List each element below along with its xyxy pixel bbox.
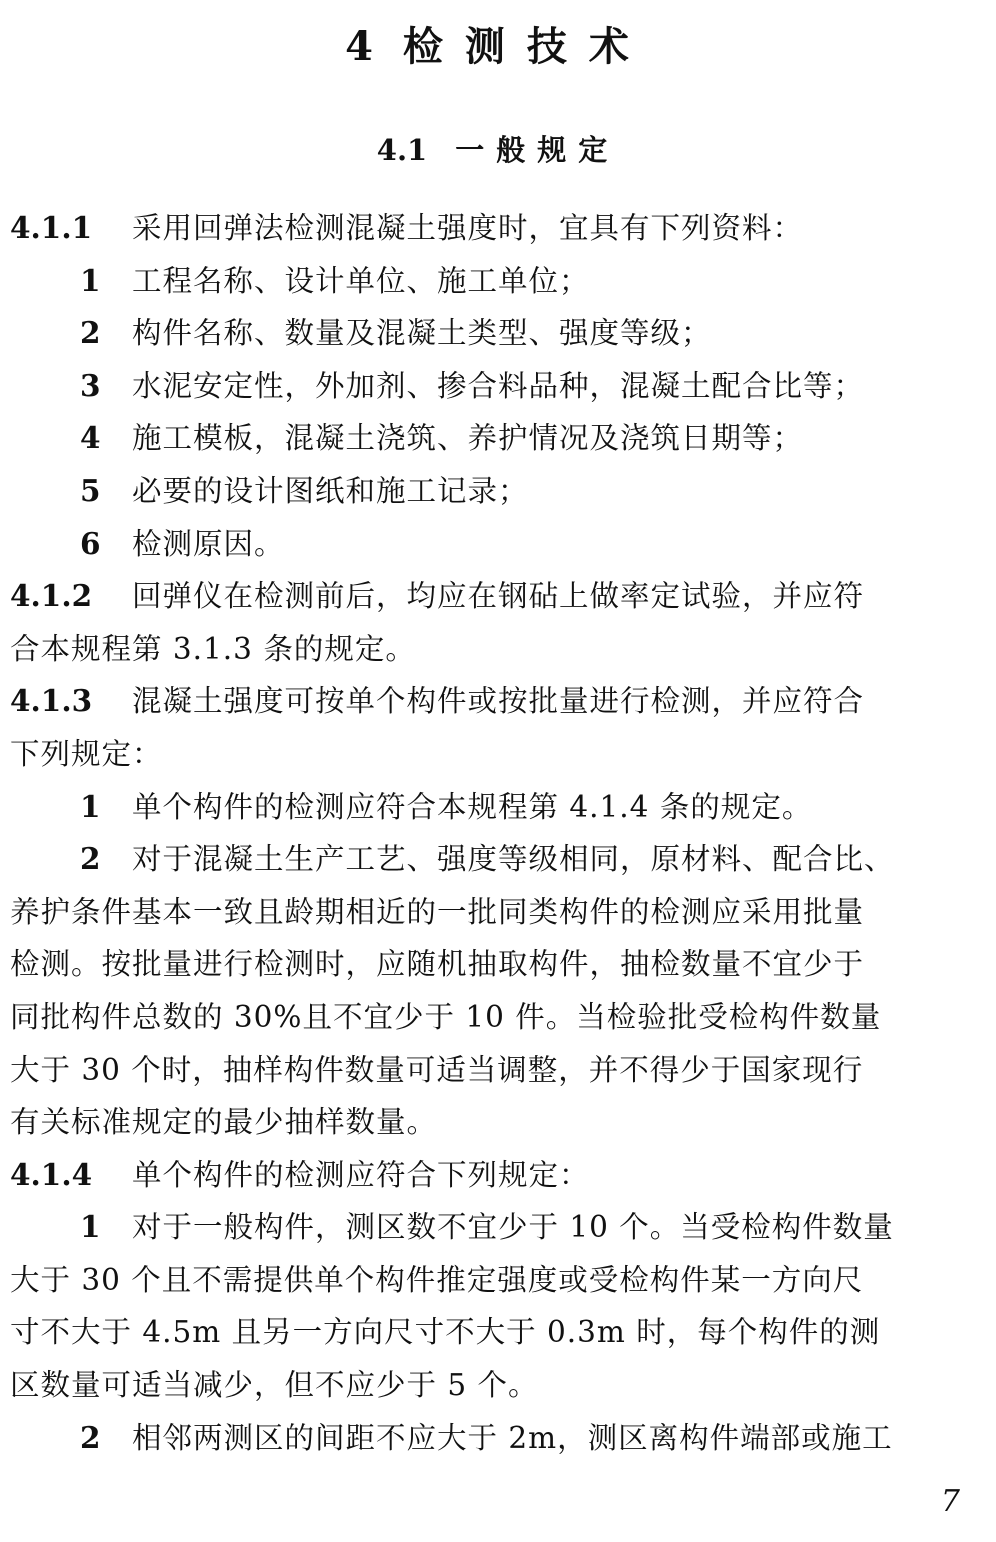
clause-text: 混凝土强度可按单个构件或按批量进行检测，并应符合 [132,684,865,719]
item-text: 对于混凝土生产工艺、强度等级相同，原材料、配合比、 [132,842,895,877]
section-title [0,128,996,172]
section-number: 4.1 [376,133,428,167]
item-number: 2 [80,1419,101,1455]
item-number: 2 [80,315,101,351]
clause-4-1-4 [10,1149,986,1202]
chapter-number: 4 [345,23,373,70]
item-number: 2 [80,841,101,877]
clause-continuation: 合本规程第 3.1.3 条的规定。 [10,631,416,666]
list-item [10,412,986,465]
clause-number: 4.1.2 [10,578,93,614]
list-item [10,307,986,360]
item-text: 施工模板，混凝土浇筑、养护情况及浇筑日期等； [132,421,804,456]
item-text: 对于一般构件，测区数不宜少于 10 个。当受检构件数量 [132,1210,894,1245]
clause-4-1-2 [10,570,986,623]
item-continuation: 大于 30 个时，抽样构件数量可适当调整，并不得少于国家现行 [10,1052,864,1087]
clause-4-1-3 [10,675,986,728]
item-number: 3 [80,367,101,403]
item-continuation: 检测。按批量进行检测时，应随机抽取构件，抽检数量不宜少于 [10,947,865,982]
clause-continuation: 下列规定： [10,736,163,771]
item-number: 5 [80,472,101,508]
item-continuation: 有关标准规定的最少抽样数量。 [10,1105,438,1140]
item-number: 1 [80,262,101,298]
section-title-text: 一般规定 [455,133,620,167]
item-text: 构件名称、数量及混凝土类型、强度等级； [132,316,712,351]
document-body [10,202,986,1464]
item-number: 4 [80,420,101,456]
item-text: 相邻两测区的间距不应大于 2m，测区离构件端部或施工 [132,1420,893,1455]
chapter-title-text: 检测技术 [402,23,651,70]
item-continuation: 同批构件总数的 30%且不宜少于 10 件。当检验批受检构件数量 [10,999,882,1034]
item-number: 1 [80,1209,101,1245]
clause-text: 回弹仪在检测前后，均应在钢砧上做率定试验，并应符 [132,579,865,614]
clause-4-1-1 [10,202,986,255]
list-item [10,465,986,518]
list-item [10,833,986,886]
clause-number: 4.1.1 [10,210,93,245]
item-continuation: 养护条件基本一致且龄期相近的一批同类构件的检测应采用批量 [10,894,865,929]
item-continuation: 区数量可适当减少，但不应少于 5 个。 [10,1368,539,1403]
item-text: 检测原因。 [132,526,285,561]
list-item [10,255,986,308]
page-number: 7 [940,1484,960,1519]
item-text: 必要的设计图纸和施工记录； [132,473,529,508]
item-continuation: 大于 30 个且不需提供单个构件推定强度或受检构件某一方向尺 [10,1262,864,1297]
list-item [10,360,986,413]
list-item [10,1201,986,1254]
list-item [10,781,986,834]
list-item [10,1412,986,1465]
clause-number: 4.1.4 [10,1156,93,1192]
chapter-title [0,18,996,76]
clause-text: 单个构件的检测应符合下列规定： [132,1157,590,1192]
item-number: 6 [80,525,101,561]
clause-text: 采用回弹法检测混凝土强度时，宜具有下列资料： [132,211,804,245]
item-continuation: 寸不大于 4.5m 且另一方向尺寸不大于 0.3m 时，每个构件的测 [10,1315,881,1350]
item-text: 单个构件的检测应符合本规程第 4.1.4 条的规定。 [132,789,813,824]
clause-number: 4.1.3 [10,683,93,719]
item-number: 1 [80,788,101,824]
item-text: 水泥安定性，外加剂、掺合料品种，混凝土配合比等； [132,368,865,403]
item-text: 工程名称、设计单位、施工单位； [132,263,590,298]
list-item [10,518,986,571]
